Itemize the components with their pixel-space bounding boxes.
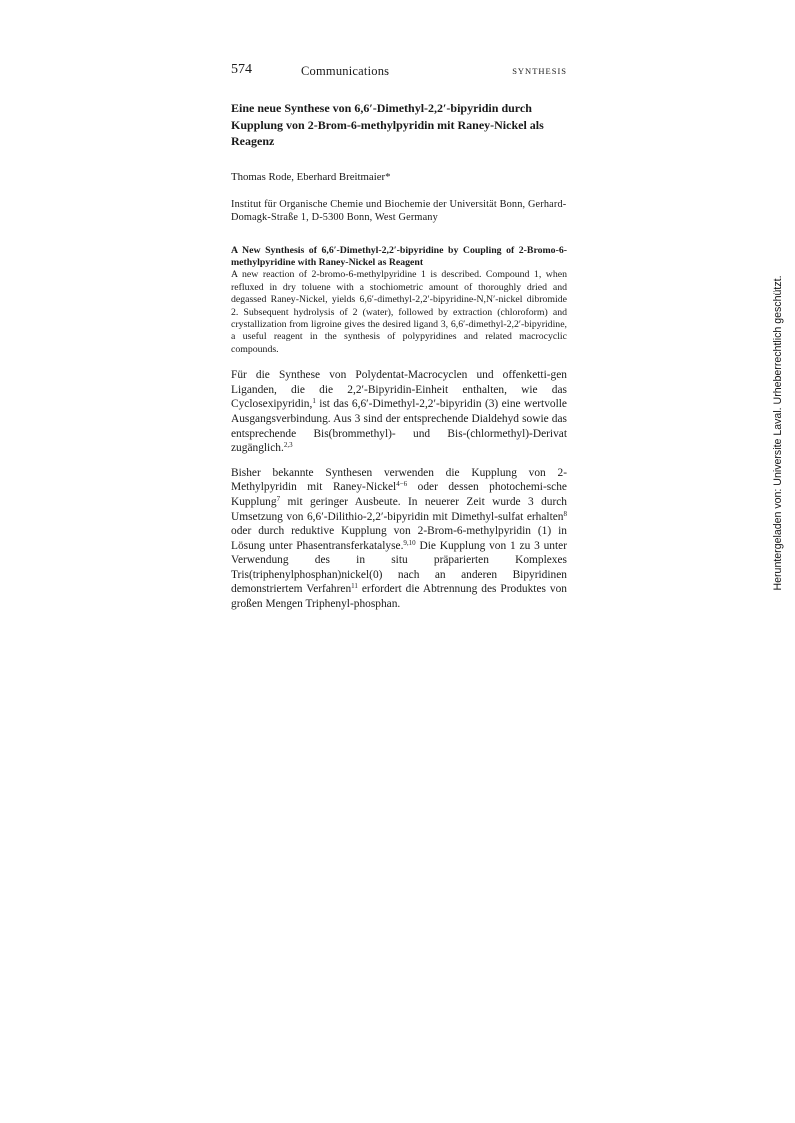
paragraph-text: mit geringer Ausbeute. In neuerer Zeit wurde 3 durch Umsetzung von 6,6′-Dilithio-2,2′-bipyridin mit Dimethyl-sulfat erhalten	[231, 495, 567, 523]
abstract-title: A New Synthesis of 6,6′-Dimethyl-2,2′-bipyridine by Coupling of 2-Bromo-6-methylpyridine with Raney-Nickel as Reagent	[231, 244, 567, 268]
reference-marker: 7	[276, 494, 281, 503]
reference-marker: 8	[563, 509, 567, 518]
body-paragraph	[231, 466, 567, 612]
reference-marker: 11	[351, 582, 358, 591]
journal-name: SYNTHESIS	[512, 66, 567, 76]
download-notice: Heruntergeladen von: Universite Laval. Urheberrechtlich geschützt.	[772, 275, 784, 591]
paragraph-text: Für die Synthese von Polydentat-Macrocyclen und offenketti-gen Liganden, die die 2,2′-Bipyridin-Einheit enthalten, wie das Cyclosexipyridin,	[231, 369, 567, 411]
page-header	[231, 62, 567, 82]
reference-marker: 2,3	[283, 441, 293, 450]
reference-marker: 4−6	[396, 480, 408, 489]
abstract	[231, 245, 567, 357]
paragraph-text: erfordert die Abtrennung des Produktes von großen Mengen Triphenyl-phosphan.	[231, 583, 567, 611]
author-affiliation: Institut für Organische Chemie und Biochemie der Universität Bonn, Gerhard-Domagk-Straße 1, D-5300 Bonn, West Germany	[231, 198, 567, 223]
paragraph-text: oder dessen photochemi-sche Kupplung	[231, 481, 567, 508]
paragraph-text: ist das 6,6′-Dimethyl-2,2′-bipyridin (3) eine wertvolle Ausgangsverbindung. Aus 3 sind der entsprechende Dialdehyd sowie das entsprechende Bis(brommethyl)- und Bis-(chlormethyl)-Derivat zugänglich.	[231, 398, 567, 455]
paragraph-text: oder durch reduktive Kupplung von 2-Brom-6-methylpyridin (1) in Lösung unter Phasentransferkatalyse.	[231, 525, 567, 552]
body-paragraph	[231, 368, 567, 456]
section-name: Communications	[301, 64, 390, 78]
article-authors: Thomas Rode, Eberhard Breitmaier*	[231, 170, 391, 183]
abstract-text: A new reaction of 2-bromo-6-methylpyridine 1 is described. Compound 1, when refluxed in dry toluene with a stochiometric amount of thoroughly dried and degassed Raney-Nickel, yields 6,6′-dimethyl-2,2′-bipyridine-N,N′-nickel dibromide 2. Subsequent hydrolysis of 2 (water), followed by extraction (chloroform) and crystallization from ligroine gives the desired ligand 3, 6,6′-dimethyl-2,2′-bipyridine, a useful reagent in the synthesis of polypyridines and related macrocyclic compounds.	[231, 269, 567, 355]
paragraph-text: Die Kupplung von 1 zu 3 unter Verwendung des in situ präparierten Komplexes Tris(triphenylphosphan)nickel(0) nach an anderen Bipyridinen demonstriertem Verfahren	[231, 539, 567, 596]
paragraph-text: Bisher bekannte Synthesen verwenden die Kupplung von 2-Methylpyridin mit Raney-Nickel	[231, 466, 567, 494]
journal-page	[231, 62, 567, 612]
article-title: Eine neue Synthese von 6,6′-Dimethyl-2,2′-bipyridin durch Kupplung von 2-Brom-6-methylpyridin mit Raney-Nickel als Reagenz	[231, 101, 544, 148]
page-number: 574	[231, 62, 252, 77]
article-body	[231, 368, 567, 612]
reference-marker: 9,10	[403, 538, 416, 547]
reference-marker: 1	[312, 397, 316, 406]
